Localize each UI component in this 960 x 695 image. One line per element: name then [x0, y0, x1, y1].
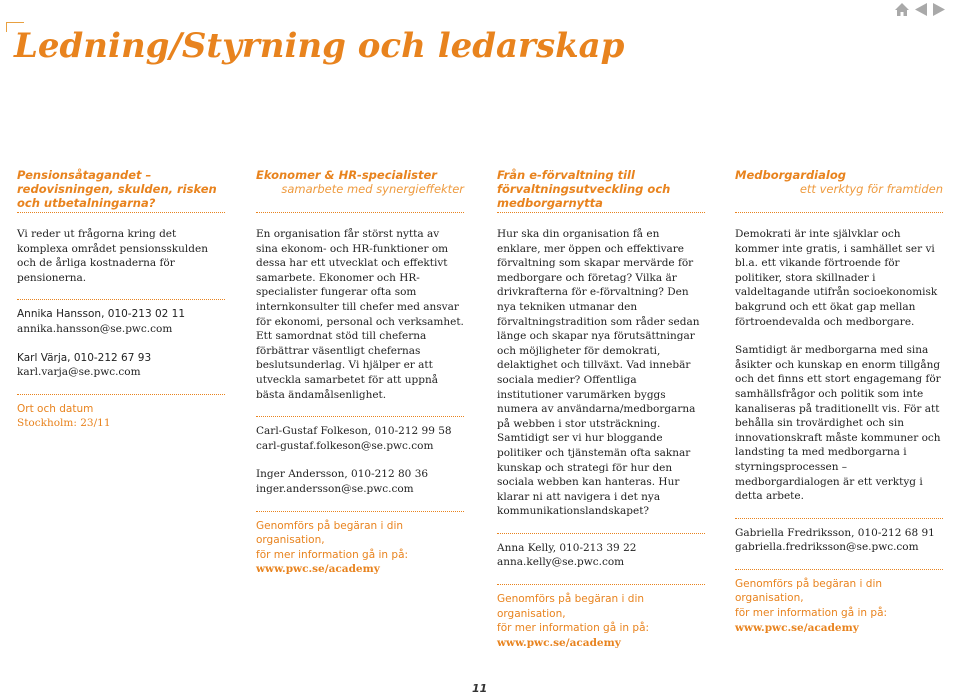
page-title: Ledning/Styrning och ledarskap	[14, 26, 625, 66]
footer-line: för mer information gå in på:	[735, 607, 888, 620]
academy-link[interactable]: www.pwc.se/academy	[735, 621, 859, 634]
corner-mark-vertical	[6, 22, 7, 32]
contact-name: Anna Kelly, 010-213 39 22	[497, 541, 637, 554]
divider	[497, 584, 705, 585]
academy-link[interactable]: www.pwc.se/academy	[497, 636, 621, 649]
divider	[497, 533, 705, 534]
divider	[735, 518, 943, 519]
contact-name: Carl-Gustaf Folkeson, 010-212 99 58	[256, 425, 452, 438]
contact-email[interactable]: anna.kelly@se.pwc.com	[497, 556, 625, 569]
heading-subtitle: samarbete med synergieffekter	[281, 182, 464, 196]
column-medborgardialog	[735, 168, 943, 635]
footer-line: Genomförs på begäran i din organisation,	[497, 593, 645, 620]
divider	[256, 416, 464, 417]
page-navigation	[894, 2, 946, 17]
divider	[17, 212, 225, 213]
divider	[17, 394, 225, 395]
column-heading	[17, 168, 225, 212]
next-icon[interactable]	[932, 2, 946, 17]
contact-name: Annika Hansson, 010-213 02 11	[17, 308, 186, 321]
contact-name: Gabriella Fredriksson, 010-212 68 91	[735, 526, 935, 539]
divider	[256, 511, 464, 512]
prev-icon[interactable]	[914, 2, 928, 17]
divider	[256, 212, 464, 213]
place-label: Ort och datum	[17, 402, 94, 415]
footer-line: Genomförs på begäran i din organisation,	[256, 519, 404, 547]
divider	[735, 212, 943, 213]
corner-mark	[6, 22, 24, 23]
heading-title: Medborgardialog	[735, 168, 846, 182]
footer-line: Genomförs på begäran i din organisation,	[735, 577, 883, 605]
contact-name: Karl Värja, 010-212 67 93	[17, 351, 152, 364]
contact-email[interactable]: annika.hansson@se.pwc.com	[17, 322, 173, 335]
body-text: Demokrati är inte självklar och kommer inte gratis, i samhället ser vi bl.a. ett vikande förtroende för politiker, stora skillnader i valdeltagande utifrån socioekonomisk bakgrund och ett ökat gap mellan förtroendevalda och medborgare.	[735, 228, 938, 328]
heading-subtitle: ett verktyg för framtiden	[799, 182, 943, 196]
column-heading	[256, 168, 464, 212]
heading-title: Från e-förvaltning till förvaltningsutveckling och medborgarnytta	[497, 168, 671, 210]
academy-link[interactable]: www.pwc.se/academy	[256, 563, 380, 576]
contact-email[interactable]: gabriella.fredriksson@se.pwc.com	[735, 541, 919, 554]
heading-title: Ekonomer & HR-specialister	[256, 168, 437, 182]
divider	[497, 212, 705, 213]
page-number: 11	[472, 682, 488, 695]
contact-email[interactable]: karl.varja@se.pwc.com	[17, 366, 141, 379]
column-pension	[17, 168, 225, 431]
body-text: En organisation får störst nytta av sina ekonom- och HR-funktioner om dessa har ett utvecklat och effektivt samarbete. Ekonomer och HR-specialister fungerar ofta som internkonsulter till chefer med ansvar för ekonomi, personal och verksamhet. Ett samordnat stöd till cheferna förbättrar väsentligt chefernas beslutsunderlag. Vi hjälper er att utveckla samarbetet för att uppnå bästa ändamålsenlighet.	[256, 228, 464, 401]
column-heading	[497, 168, 705, 212]
column-e-forvaltning	[497, 168, 705, 650]
place-value: Stockholm: 23/11	[17, 417, 111, 430]
column-heading	[735, 168, 943, 212]
body-text-2: Samtidigt är medborgarna med sina åsikter och kunskap en enorm tillgång och det finns ett stort engagemang för samhällsfrågor och politik som inte kanaliseras på traditionellt vis. För att behålla sin trovärdighet och sin innovationskraft måste kommuner och landsting ta med medborgarna i styrningsprocessen – medborgardialogen är ett verktyg i detta arbete.	[735, 344, 941, 503]
column-ekonomer-hr	[256, 168, 464, 577]
divider	[17, 299, 225, 300]
footer-line: för mer information gå in på:	[497, 622, 650, 635]
home-icon[interactable]	[894, 2, 910, 17]
heading-title: Pensionsåtagandet – redovisningen, skulden, risken och utbetalningarna?	[17, 168, 217, 210]
contact-name: Inger Andersson, 010-212 80 36	[256, 468, 429, 481]
body-text: Vi reder ut frågorna kring det komplexa området pensionsskulden och de årliga kostnaderna för pensionerna.	[17, 228, 208, 284]
contact-email[interactable]: inger.andersson@se.pwc.com	[256, 482, 414, 495]
contact-email[interactable]: carl-gustaf.folkeson@se.pwc.com	[256, 439, 434, 452]
body-text: Hur ska din organisation få en enklare, mer öppen och effektivare förvaltning som skapar mervärde för medborgare och företag? Vilka är drivkrafterna för e-förvaltning? Den nya tekniken utmanar den förvaltningstradition som råder sedan länge och skapar nya förutsättningar och möjligheter för demokrati, delaktighet och tillväxt. Vad innebär sociala medier? Offentliga institutioner varumärken byggs numera av användarna/medborgarna på webben i stor utsträckning. Samtidigt ser vi hur bloggande politiker och tjänstemän ofta saknar kunskap och strategi för hur den sociala webben kan hanteras. Hur klarar ni att navigera i det nya kommunikationslandskapet?	[497, 228, 700, 518]
footer-line: för mer information gå in på:	[256, 548, 409, 561]
divider	[735, 569, 943, 570]
